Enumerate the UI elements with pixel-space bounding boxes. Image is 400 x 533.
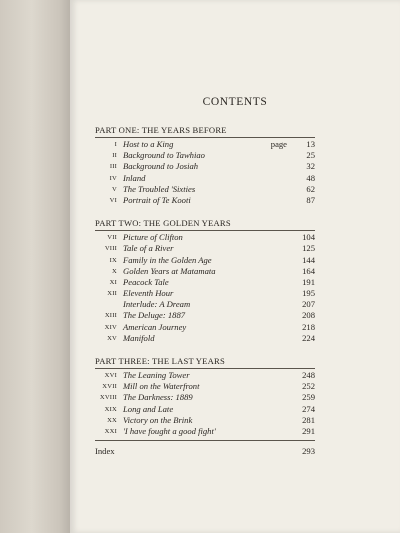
page-number: 32 [306, 161, 315, 172]
toc-entry [95, 150, 315, 161]
toc-entry [95, 288, 315, 299]
page-number: 259 [302, 392, 315, 403]
chapter-title: Mill on the Waterfront [123, 381, 200, 392]
divider [95, 368, 315, 369]
toc-entry [95, 381, 315, 392]
chapter-number: VI [109, 196, 117, 204]
spacer [95, 206, 315, 218]
chapter-title: Eleventh Hour [123, 288, 174, 299]
toc-entry [95, 255, 315, 266]
page-number: 208 [302, 310, 315, 321]
chapter-number: XXI [104, 427, 117, 435]
toc-entry [95, 266, 315, 277]
page-number: 144 [302, 254, 315, 265]
chapter-title: Tale of a River [123, 243, 174, 254]
page-number: 293 [302, 446, 315, 457]
page-number: 274 [302, 403, 315, 414]
chapter-number: XIX [104, 405, 117, 413]
chapter-title: The Darkness: 1889 [123, 392, 193, 403]
toc-entry [95, 139, 315, 150]
toc-entry [95, 232, 315, 243]
chapter-title: 'I have fought a good fight' [123, 425, 216, 436]
page-number: 218 [302, 321, 315, 332]
page-number: 207 [302, 299, 315, 310]
page-number: 224 [302, 332, 315, 343]
page-number: 195 [302, 288, 315, 299]
toc-entry [95, 195, 315, 206]
chapter-number: V [112, 185, 117, 193]
divider [95, 137, 315, 138]
toc-entry [95, 404, 315, 415]
chapter-number: XVIII [99, 394, 117, 402]
page-label: page [270, 139, 287, 149]
page-number: 291 [302, 425, 315, 436]
chapter-title: American Journey [123, 321, 187, 332]
divider [95, 230, 315, 231]
chapter-number: XX [107, 416, 117, 424]
chapter-number: XVI [104, 372, 117, 379]
page-number: 191 [302, 276, 315, 287]
chapter-title: Portrait of Te Kooti [123, 194, 191, 205]
part-heading: PART TWO: THE GOLDEN YEARS [95, 218, 231, 229]
chapter-number: IX [109, 256, 117, 264]
chapter-title: The Deluge: 1887 [123, 310, 186, 321]
chapter-number: XV [107, 334, 117, 342]
page-number: 125 [302, 243, 315, 254]
toc-entry [95, 322, 315, 333]
page-number: 87 [306, 194, 315, 205]
toc-entry [95, 310, 315, 321]
page-number: 104 [302, 232, 315, 243]
chapter-number: XVII [102, 383, 117, 391]
page-number: 48 [306, 172, 315, 183]
divider [95, 440, 315, 441]
toc-entry [95, 415, 315, 426]
chapter-title: Background to Josiah [123, 161, 199, 172]
page-number: 13 [306, 139, 315, 149]
chapter-title: Long and Late [123, 403, 174, 414]
page-number: 281 [302, 414, 315, 425]
toc-entry [95, 370, 315, 381]
chapter-title: The Troubled 'Sixties [123, 183, 196, 194]
chapter-number: XIV [104, 323, 117, 331]
toc-entry [95, 243, 315, 254]
chapter-title: Manifold [123, 332, 155, 343]
chapter-number: III [109, 163, 117, 171]
index-label: Index [95, 446, 115, 457]
chapter-number: IV [109, 174, 117, 182]
chapter-title: Host to a King [123, 139, 174, 149]
toc-index-entry [95, 445, 315, 457]
toc-entry [95, 184, 315, 195]
chapter-title: Victory on the Brink [123, 414, 193, 425]
chapter-number: XI [109, 278, 117, 286]
chapter-title: Interlude: A Dream [123, 299, 191, 310]
chapter-number: XIII [104, 312, 117, 320]
toc-entry [95, 299, 315, 310]
chapter-number: I [114, 141, 117, 148]
chapter-title: Inland [123, 172, 146, 183]
page-number: 62 [306, 183, 315, 194]
toc-entry [95, 392, 315, 403]
chapter-title: Golden Years at Matamata [123, 265, 216, 276]
table-of-contents [95, 125, 315, 457]
chapter-title: Background to Tawhiao [123, 150, 205, 161]
page-title: CONTENTS [202, 96, 268, 108]
toc-entry [95, 173, 315, 184]
page-number: 164 [302, 265, 315, 276]
chapter-number: II [112, 152, 117, 160]
chapter-title: Picture of Clifton [123, 232, 183, 243]
page-number: 25 [306, 150, 315, 161]
toc-entry [95, 426, 315, 437]
toc-entry [95, 161, 315, 172]
toc-entry [95, 277, 315, 288]
part-heading: PART THREE: THE LAST YEARS [95, 356, 225, 366]
chapter-number: VII [107, 234, 117, 242]
chapter-title: The Leaning Tower [123, 370, 190, 380]
chapter-title: Family in the Golden Age [123, 254, 212, 265]
chapter-number: X [112, 267, 117, 275]
part-heading: PART ONE: THE YEARS BEFORE [95, 125, 227, 135]
book-spine-gutter [0, 0, 70, 533]
page-number: 252 [302, 381, 315, 392]
toc-entry [95, 333, 315, 344]
page-number: 248 [302, 370, 315, 380]
chapter-number: XII [107, 290, 117, 298]
chapter-title: Peacock Tale [123, 276, 169, 287]
spacer [95, 344, 315, 356]
chapter-number: VIII [104, 245, 117, 253]
